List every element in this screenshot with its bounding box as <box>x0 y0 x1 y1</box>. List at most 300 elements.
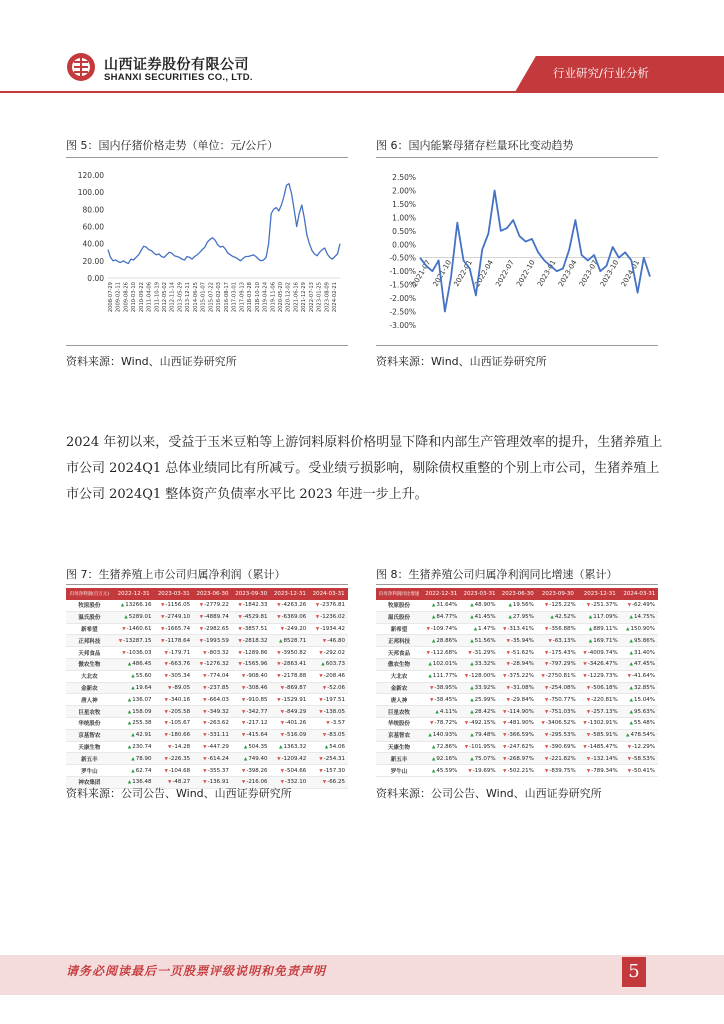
arrow-down-icon: ▼ <box>238 650 242 656</box>
company-name-cell: 天邦食品 <box>66 647 113 659</box>
arrow-down-icon: ▼ <box>164 733 168 739</box>
value-cell <box>309 670 348 682</box>
value-text: 84.77% <box>436 614 458 621</box>
value-text: -19.69% <box>472 767 496 774</box>
value-cell <box>537 611 579 623</box>
value-text: -13287.15 <box>123 637 152 644</box>
arrow-down-icon: ▼ <box>544 768 549 774</box>
x-tick-label: 2023-10 <box>598 258 621 289</box>
value-text: 27.95% <box>512 614 534 621</box>
value-text: -78.72% <box>434 720 458 727</box>
value-cell <box>460 741 498 753</box>
arrow-down-icon: ▼ <box>160 626 165 632</box>
value-text: -390.69% <box>549 743 576 750</box>
company-name-cell: 傲农生物 <box>376 658 422 670</box>
header-cell: 2023-06-30 <box>499 588 537 600</box>
value-text: -12.29% <box>632 743 655 750</box>
value-text: -516.09 <box>285 732 307 739</box>
value-text: -132.14% <box>591 755 618 762</box>
company-name-cell: 唐人神 <box>66 694 113 706</box>
company-name-cell: 大北农 <box>66 670 113 682</box>
value-text: -331.11 <box>207 732 229 739</box>
value-cell <box>621 741 658 753</box>
arrow-down-icon: ▼ <box>586 697 591 703</box>
value-cell <box>499 635 537 647</box>
value-text: 47.45% <box>634 661 655 668</box>
arrow-down-icon: ▼ <box>160 615 165 621</box>
value-cell <box>154 729 193 741</box>
value-cell <box>460 765 498 777</box>
arrow-down-icon: ▼ <box>280 733 285 739</box>
value-cell <box>621 670 658 682</box>
x-tick-label: 2016-02-03 <box>216 282 223 313</box>
company-name-cell: 天康生物 <box>66 741 113 753</box>
value-text: -349.32 <box>207 708 229 715</box>
series-line <box>420 191 650 312</box>
company-name-cell: 金新农 <box>376 682 422 694</box>
value-text: -35.94% <box>510 637 534 644</box>
arrow-down-icon: ▼ <box>280 780 285 786</box>
value-cell <box>113 706 155 718</box>
arrow-down-icon: ▼ <box>322 780 327 786</box>
value-cell <box>422 647 460 659</box>
value-cell <box>537 600 579 611</box>
value-cell <box>193 623 232 635</box>
x-tick-label: 2011-04-06 <box>146 282 153 313</box>
arrow-down-icon: ▼ <box>544 626 549 632</box>
arrow-down-icon: ▼ <box>319 697 323 703</box>
value-text: -237.85 <box>207 684 229 691</box>
table-row <box>376 611 658 623</box>
arrow-up-icon: ▲ <box>127 709 132 715</box>
arrow-up-icon: ▲ <box>508 603 512 609</box>
value-cell <box>579 741 621 753</box>
value-text: -1529.91 <box>281 696 307 703</box>
value-text: -2818.32 <box>242 637 268 644</box>
value-cell <box>579 694 621 706</box>
value-text: 31.64% <box>436 602 458 609</box>
value-cell <box>113 694 155 706</box>
value-text: 255.38 <box>132 720 152 727</box>
value-cell <box>537 729 579 741</box>
value-text: -101.95% <box>469 743 496 750</box>
header-cell: 2022-12-31 <box>422 588 460 600</box>
value-cell <box>113 670 155 682</box>
arrow-up-icon: ▲ <box>629 615 634 621</box>
arrow-up-icon: ▲ <box>431 756 436 762</box>
value-cell <box>460 623 498 635</box>
sow-inventory-chart <box>376 160 661 340</box>
value-text: -62.49% <box>632 602 655 609</box>
company-name-cell: 京基智农 <box>376 729 422 741</box>
value-text: -4889.74 <box>204 614 229 621</box>
value-text: 92.16% <box>436 755 458 762</box>
disclaimer-notice: 请务必阅读最后一页股票评级说明和免责声明 <box>66 964 327 978</box>
value-cell <box>460 635 498 647</box>
arrow-down-icon: ▼ <box>627 744 632 750</box>
arrow-down-icon: ▼ <box>277 650 281 656</box>
arrow-down-icon: ▼ <box>502 733 507 739</box>
value-text: -3426.47% <box>587 661 618 668</box>
value-cell <box>154 717 193 729</box>
arrow-down-icon: ▼ <box>238 626 242 632</box>
arrow-up-icon: ▲ <box>626 626 630 632</box>
value-text: -1485.47% <box>587 743 618 750</box>
figure-8-top-rule <box>376 584 658 585</box>
value-cell <box>621 635 658 647</box>
value-text: -342.77 <box>246 708 268 715</box>
value-text: 102.01% <box>432 661 458 668</box>
value-text: -128.00% <box>469 673 496 680</box>
value-text: -157.30 <box>323 767 345 774</box>
table-row <box>376 717 658 729</box>
arrow-down-icon: ▼ <box>277 662 281 668</box>
value-cell <box>499 729 537 741</box>
arrow-down-icon: ▼ <box>502 709 507 715</box>
value-cell <box>232 729 271 741</box>
value-text: 55.48% <box>634 720 655 727</box>
value-text: -664.03 <box>207 696 229 703</box>
value-text: 95.86% <box>634 637 655 644</box>
company-name-cell: 华统股份 <box>376 717 422 729</box>
arrow-down-icon: ▼ <box>319 709 323 715</box>
arrow-down-icon: ▼ <box>322 638 327 644</box>
value-cell <box>537 658 579 670</box>
value-cell <box>193 670 232 682</box>
arrow-down-icon: ▼ <box>506 685 510 691</box>
x-tick-label: 2008-07-29 <box>107 282 114 313</box>
arrow-down-icon: ▼ <box>280 685 285 691</box>
x-tick-label: 2024-01 <box>619 258 642 289</box>
y-tick-label: 60.00 <box>82 222 104 232</box>
value-cell <box>309 765 348 777</box>
value-text: -179.71 <box>168 649 191 656</box>
x-tick-label: 2023-04 <box>556 258 579 289</box>
x-tick-label: 2021-12-29 <box>301 282 308 313</box>
value-cell <box>499 694 537 706</box>
value-cell <box>579 600 621 611</box>
x-tick-label: 2019-11-06 <box>270 282 277 313</box>
value-cell <box>113 647 155 659</box>
x-tick-label: 2015-01-07 <box>200 282 207 313</box>
x-tick-label: 2023-01-25 <box>316 282 323 313</box>
value-cell <box>232 658 271 670</box>
table-row <box>376 753 658 765</box>
value-cell <box>232 717 271 729</box>
value-cell <box>271 611 310 623</box>
company-name-cell: 天邦食品 <box>376 647 422 659</box>
value-cell <box>271 717 310 729</box>
x-tick-label: 2017-09-13 <box>239 282 246 313</box>
arrow-down-icon: ▼ <box>544 685 549 691</box>
value-cell <box>271 706 310 718</box>
value-cell <box>422 600 460 611</box>
value-text: -6369.06 <box>281 614 307 621</box>
value-text: -4009.74% <box>587 649 618 656</box>
header-cell: 归母净利润同比增速 <box>376 588 422 600</box>
net-profit-table <box>66 588 348 789</box>
value-text: -257.13% <box>591 708 618 715</box>
value-cell <box>422 658 460 670</box>
arrow-down-icon: ▼ <box>506 662 510 668</box>
value-cell <box>154 611 193 623</box>
arrow-down-icon: ▼ <box>468 650 472 656</box>
value-text: -89.05 <box>172 684 191 691</box>
y-tick-label: 80.00 <box>82 205 104 215</box>
value-cell <box>309 647 348 659</box>
arrow-down-icon: ▼ <box>238 662 242 668</box>
value-cell <box>271 765 310 777</box>
arrow-down-icon: ▼ <box>199 638 204 644</box>
value-text: -217.12 <box>246 720 268 727</box>
value-text: 150.90% <box>630 625 655 632</box>
value-cell <box>621 611 658 623</box>
value-text: -332.10 <box>285 779 307 786</box>
page-header <box>0 0 724 100</box>
value-text: 889.11% <box>593 625 618 632</box>
x-tick-label: 2010-03-10 <box>131 282 138 313</box>
arrow-up-icon: ▲ <box>127 721 132 727</box>
arrow-up-icon: ▲ <box>588 626 593 632</box>
value-cell <box>537 635 579 647</box>
value-text: 48.90% <box>474 602 496 609</box>
value-text: -2779.22 <box>204 602 229 609</box>
value-text: -105.67 <box>168 720 191 727</box>
arrow-up-icon: ▲ <box>629 638 634 644</box>
arrow-up-icon: ▲ <box>431 744 436 750</box>
arrow-down-icon: ▼ <box>164 756 168 762</box>
value-text: -398.26 <box>246 767 268 774</box>
x-tick-label: 2022-04 <box>473 258 495 289</box>
arrow-down-icon: ▼ <box>544 603 549 609</box>
value-text: -2749.10 <box>165 614 191 621</box>
value-text: -356.88% <box>549 625 576 632</box>
table-row <box>66 647 348 659</box>
value-text: -41.64% <box>632 673 655 680</box>
figure-6-top-rule <box>376 157 658 158</box>
value-text: -1302.91% <box>587 720 618 727</box>
arrow-down-icon: ▼ <box>122 626 126 632</box>
company-name-cell: 神农集团 <box>66 776 113 788</box>
company-name-cell: 华统股份 <box>66 717 113 729</box>
company-name-cell: 牧原股份 <box>66 600 113 611</box>
value-cell <box>579 753 621 765</box>
arrow-down-icon: ▼ <box>586 733 591 739</box>
arrow-down-icon: ▼ <box>199 603 204 609</box>
value-cell <box>309 658 348 670</box>
value-text: -136.91 <box>207 779 229 786</box>
value-cell <box>193 741 232 753</box>
arrow-up-icon: ▲ <box>131 685 135 691</box>
value-cell <box>460 611 498 623</box>
value-cell <box>499 658 537 670</box>
arrow-down-icon: ▼ <box>280 721 285 727</box>
x-tick-label: 2018-03-28 <box>247 282 254 313</box>
value-text: -138.05 <box>323 708 345 715</box>
value-text: -28.94% <box>510 661 534 668</box>
x-tick-label: 2010-09-22 <box>138 282 145 313</box>
arrow-down-icon: ▼ <box>241 674 246 680</box>
y-tick-label: 2.00% <box>392 186 416 196</box>
company-name-cn: 山西证券股份有限公司 <box>104 57 249 73</box>
value-cell <box>193 717 232 729</box>
value-text: 13266.16 <box>125 602 152 609</box>
value-text: 158.09 <box>132 708 152 715</box>
arrow-down-icon: ▼ <box>241 721 246 727</box>
value-text: -789.34% <box>591 767 618 774</box>
arrow-down-icon: ▼ <box>464 721 469 727</box>
value-cell <box>113 600 155 611</box>
value-text: -1236.02 <box>320 614 345 621</box>
value-cell <box>154 682 193 694</box>
figure-5-top-rule <box>66 157 348 158</box>
value-text: 54.06 <box>329 743 345 750</box>
y-tick-label: 1.00% <box>392 213 416 223</box>
arrow-down-icon: ▼ <box>586 685 591 691</box>
x-tick-label: 2022-07 <box>494 258 516 289</box>
arrow-down-icon: ▼ <box>544 756 549 762</box>
page-number: 5 <box>622 957 646 987</box>
arrow-up-icon: ▲ <box>629 709 634 715</box>
value-text: 33.32% <box>474 661 496 668</box>
value-cell <box>621 658 658 670</box>
value-text: 45.59% <box>436 767 458 774</box>
value-text: -4529.81 <box>242 614 268 621</box>
value-text: -249.20 <box>285 625 307 632</box>
value-cell <box>113 741 155 753</box>
value-cell <box>271 670 310 682</box>
value-cell <box>579 706 621 718</box>
value-cell <box>422 765 460 777</box>
arrow-down-icon: ▼ <box>203 733 207 739</box>
company-name-cell: 新希望 <box>66 623 113 635</box>
value-cell <box>232 611 271 623</box>
arrow-down-icon: ▼ <box>548 638 552 644</box>
table-row <box>376 647 658 659</box>
value-text: -3857.51 <box>242 625 268 632</box>
arrow-down-icon: ▼ <box>199 626 204 632</box>
arrow-down-icon: ▼ <box>160 638 165 644</box>
company-name-cell: 正邦科技 <box>66 635 113 647</box>
arrow-up-icon: ▲ <box>431 603 436 609</box>
value-cell <box>193 647 232 659</box>
value-text: -839.75% <box>549 767 576 774</box>
arrow-down-icon: ▼ <box>627 756 632 762</box>
value-cell <box>460 706 498 718</box>
net-profit-growth-table <box>376 588 658 777</box>
arrow-up-icon: ▲ <box>243 744 248 750</box>
value-text: -375.22% <box>507 673 534 680</box>
header-cell: 2023-03-31 <box>154 588 193 600</box>
value-cell <box>422 623 460 635</box>
value-text: -226.35 <box>168 755 191 762</box>
arrow-down-icon: ▼ <box>586 603 591 609</box>
y-tick-label: -2.00% <box>389 294 416 304</box>
table-row <box>66 682 348 694</box>
value-text: -585.91% <box>591 732 618 739</box>
figure-5-title: 图 5：国内仔猪价格走势（单位：元/公斤） <box>66 139 279 152</box>
value-text: 486.45 <box>132 661 152 668</box>
value-cell <box>579 682 621 694</box>
arrow-down-icon: ▼ <box>160 603 165 609</box>
value-cell <box>537 706 579 718</box>
arrow-up-icon: ▲ <box>470 685 474 691</box>
value-cell <box>271 753 310 765</box>
value-cell <box>309 717 348 729</box>
value-cell <box>232 635 271 647</box>
value-text: 478.54% <box>630 732 655 739</box>
value-text: -481.90% <box>507 720 534 727</box>
arrow-down-icon: ▼ <box>203 674 207 680</box>
value-text: -38.45% <box>434 696 458 703</box>
arrow-up-icon: ▲ <box>588 638 593 644</box>
arrow-down-icon: ▼ <box>502 744 507 750</box>
value-text: 749.40 <box>248 755 268 762</box>
value-cell <box>460 670 498 682</box>
value-cell <box>309 623 348 635</box>
value-cell <box>621 623 658 635</box>
value-text: 25.99% <box>474 696 496 703</box>
value-text: -83.05 <box>327 732 345 739</box>
arrow-down-icon: ▼ <box>544 697 549 703</box>
value-text: -221.82% <box>549 755 576 762</box>
table-row <box>66 706 348 718</box>
value-cell <box>309 635 348 647</box>
arrow-down-icon: ▼ <box>506 697 510 703</box>
value-cell <box>154 765 193 777</box>
arrow-down-icon: ▼ <box>238 603 242 609</box>
arrow-down-icon: ▼ <box>164 721 168 727</box>
value-cell <box>113 635 155 647</box>
company-name-cell: 新五丰 <box>376 753 422 765</box>
figure-8-title: 图 8：生猪养殖公司归属净利润同比增速（累计） <box>376 568 618 581</box>
value-cell <box>113 623 155 635</box>
value-cell <box>193 635 232 647</box>
company-name-cell: 新希望 <box>376 623 422 635</box>
table-row <box>66 717 348 729</box>
table-row <box>66 694 348 706</box>
value-text: -774.04 <box>207 673 229 680</box>
value-text: -1276.32 <box>204 661 229 668</box>
arrow-down-icon: ▼ <box>544 650 549 656</box>
body-paragraph <box>66 430 666 508</box>
company-name-cell: 温氏股份 <box>376 611 422 623</box>
value-cell <box>193 765 232 777</box>
arrow-down-icon: ▼ <box>544 709 549 715</box>
value-text: -849.29 <box>285 708 307 715</box>
arrow-down-icon: ▼ <box>319 768 323 774</box>
value-text: -292.02 <box>323 649 345 656</box>
arrow-down-icon: ▼ <box>502 721 507 727</box>
value-cell <box>154 670 193 682</box>
figure-6-title: 图 6：国内能繁母猪存栏量环比变动趋势 <box>376 139 574 152</box>
value-cell <box>579 670 621 682</box>
value-text: -908.40 <box>246 673 268 680</box>
value-cell <box>309 729 348 741</box>
x-tick-label: 2022-10 <box>515 258 537 289</box>
value-text: -366.59% <box>507 732 534 739</box>
value-cell <box>154 694 193 706</box>
arrow-down-icon: ▼ <box>583 721 587 727</box>
arrow-down-icon: ▼ <box>322 685 327 691</box>
value-cell <box>232 600 271 611</box>
value-text: 1.47% <box>478 625 496 632</box>
arrow-down-icon: ▼ <box>167 780 172 786</box>
value-cell <box>460 682 498 694</box>
arrow-up-icon: ▲ <box>470 697 474 703</box>
arrow-up-icon: ▲ <box>127 780 132 786</box>
value-cell <box>537 765 579 777</box>
